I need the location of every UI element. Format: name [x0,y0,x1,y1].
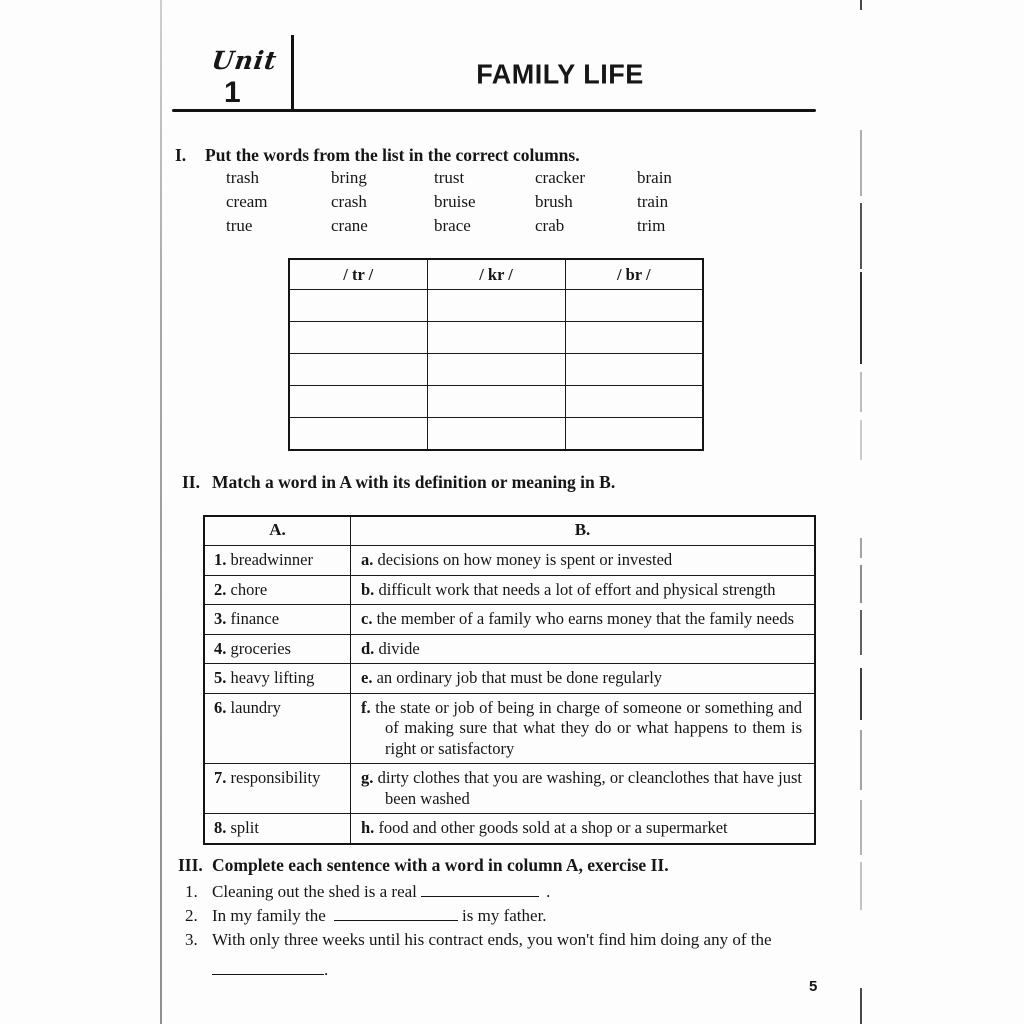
match-b-letter: d. [361,638,375,658]
phonetics-empty-row [289,290,703,322]
section2-heading-text: Match a word in A with its definition or meaning in B. [212,472,616,492]
table-row [204,605,815,635]
match-b-text: dirty clothes that you are washing, or cleanclothes that have just been washed [377,768,803,808]
match-a-number: 5. [214,668,227,687]
word-item: brain [637,168,672,187]
page-spine-shadow [160,0,162,1024]
phonetics-empty-row [289,418,703,451]
word-item: train [637,191,669,211]
phonetics-empty-row [289,386,703,418]
phonetics-cell-empty [565,418,703,451]
phonetics-cell-empty [565,290,703,322]
sentence-text: In my family the [212,906,326,925]
sentence-continuation [212,958,845,982]
match-a-word: split [230,818,259,837]
fill-blank [212,961,324,975]
table-row [204,634,815,664]
match-b-text: the member of a family who earns money that the family needs [376,609,794,628]
word-item: trim [637,215,666,235]
unit-label: Unit [209,46,280,75]
sentence-text: . [324,960,329,979]
item-number: 2. [185,906,198,925]
section1-heading [175,145,580,166]
table-row [204,664,815,694]
sentence-text: With only three weeks until his contract ends, you won't find him doing any of the [212,930,772,949]
phonetics-cell-empty [565,354,703,386]
match-b-letter: a. [361,550,374,569]
match-a-number: 8. [214,818,227,837]
section2-numeral: II. [182,472,200,492]
word-item: bring [331,168,367,187]
phonetics-empty-row [289,354,703,386]
word-item: trash [226,168,260,187]
phonetics-header-br: / br / [565,259,703,290]
phonetics-cell-empty [427,322,565,354]
match-header-row [204,516,815,546]
table-row [204,693,815,764]
match-b-letter: c. [361,609,373,628]
sentence-text: . [546,882,551,901]
item-number: 1. [185,882,198,901]
match-a-word: responsibility [230,768,321,787]
match-header-a: A. [204,516,351,546]
match-b-text: decisions on how money is spent or invested [377,550,673,569]
fill-blank [421,883,539,897]
match-a-number: 3. [214,609,227,628]
header-rule [172,109,816,112]
sentence-text: is my father. [462,906,547,925]
unit-number: 1 [224,76,241,109]
table-row [204,575,815,605]
match-b-text: divide [378,638,420,658]
phonetics-cell-empty [289,290,427,322]
phonetics-empty-row [289,322,703,354]
match-b-letter: b. [361,579,375,599]
list-item [185,904,845,928]
match-header-b: B. [351,516,816,546]
phonetics-header-kr: / kr / [427,259,565,290]
phonetics-header-tr: / tr / [289,259,427,290]
word-item: crash [331,191,367,211]
word-list [226,166,727,237]
section2-heading [182,472,615,493]
match-a-number: 6. [214,697,227,717]
match-b-text: the state or job of being in charge of someone or something and of making sure that what they do or what happens to them is right or satisfactory [375,697,802,758]
match-a-word: heavy lifting [230,668,315,687]
match-b-text: difficult work that needs a lot of effort and physical strength [378,579,776,599]
table-row [204,764,815,814]
match-table [203,515,816,845]
section3-heading-text: Complete each sentence with a word in column A, exercise II. [212,855,669,875]
section1-heading-text: Put the words from the list in the correct columns. [205,145,580,165]
phonetics-header-row [289,259,703,290]
page-number: 5 [809,978,818,995]
match-b-text: an ordinary job that must be done regularly [376,668,663,687]
fill-blank [334,907,458,921]
match-b-text: food and other goods sold at a shop or a supermarket [378,818,728,837]
table-row [204,546,815,576]
word-item: brace [434,215,471,235]
match-a-number: 1. [214,550,227,569]
phonetics-cell-empty [427,386,565,418]
word-item: crane [331,215,368,235]
sentence-text: Cleaning out the shed is a real [212,882,417,901]
phonetics-cell-empty [427,418,565,451]
item-number: 3. [185,930,198,949]
word-item: crab [535,215,565,235]
match-a-number: 7. [214,768,227,787]
phonetics-cell-empty [289,386,427,418]
unit-divider-line [291,35,294,112]
match-a-word: groceries [230,638,291,658]
word-item: true [226,215,253,235]
phonetics-table [288,258,704,451]
match-b-letter: e. [361,668,373,687]
match-a-number: 4. [214,638,227,658]
phonetics-cell-empty [289,322,427,354]
list-item [185,880,845,904]
match-b-letter: h. [361,818,375,837]
match-a-word: breadwinner [230,550,313,569]
word-item: cream [226,191,268,211]
word-item: trust [434,168,465,187]
phonetics-cell-empty [289,354,427,386]
section3-numeral: III. [178,855,203,875]
section1-numeral: I. [175,145,187,165]
phonetics-cell-empty [565,386,703,418]
match-b-letter: g. [361,768,374,787]
word-item: brush [535,191,573,211]
phonetics-cell-empty [427,354,565,386]
word-item: bruise [434,191,476,211]
match-a-number: 2. [214,579,227,599]
phonetics-cell-empty [427,290,565,322]
phonetics-cell-empty [565,322,703,354]
section3-heading [178,855,669,876]
match-a-word: chore [230,579,268,599]
phonetics-cell-empty [289,418,427,451]
match-a-word: finance [230,609,280,628]
page-title: FAMILY LIFE [476,58,644,90]
match-b-letter: f. [361,697,371,717]
list-item [185,928,845,982]
fill-in-sentences [185,880,845,982]
word-item: cracker [535,168,586,187]
match-a-word: laundry [230,697,281,717]
table-row [204,814,815,844]
